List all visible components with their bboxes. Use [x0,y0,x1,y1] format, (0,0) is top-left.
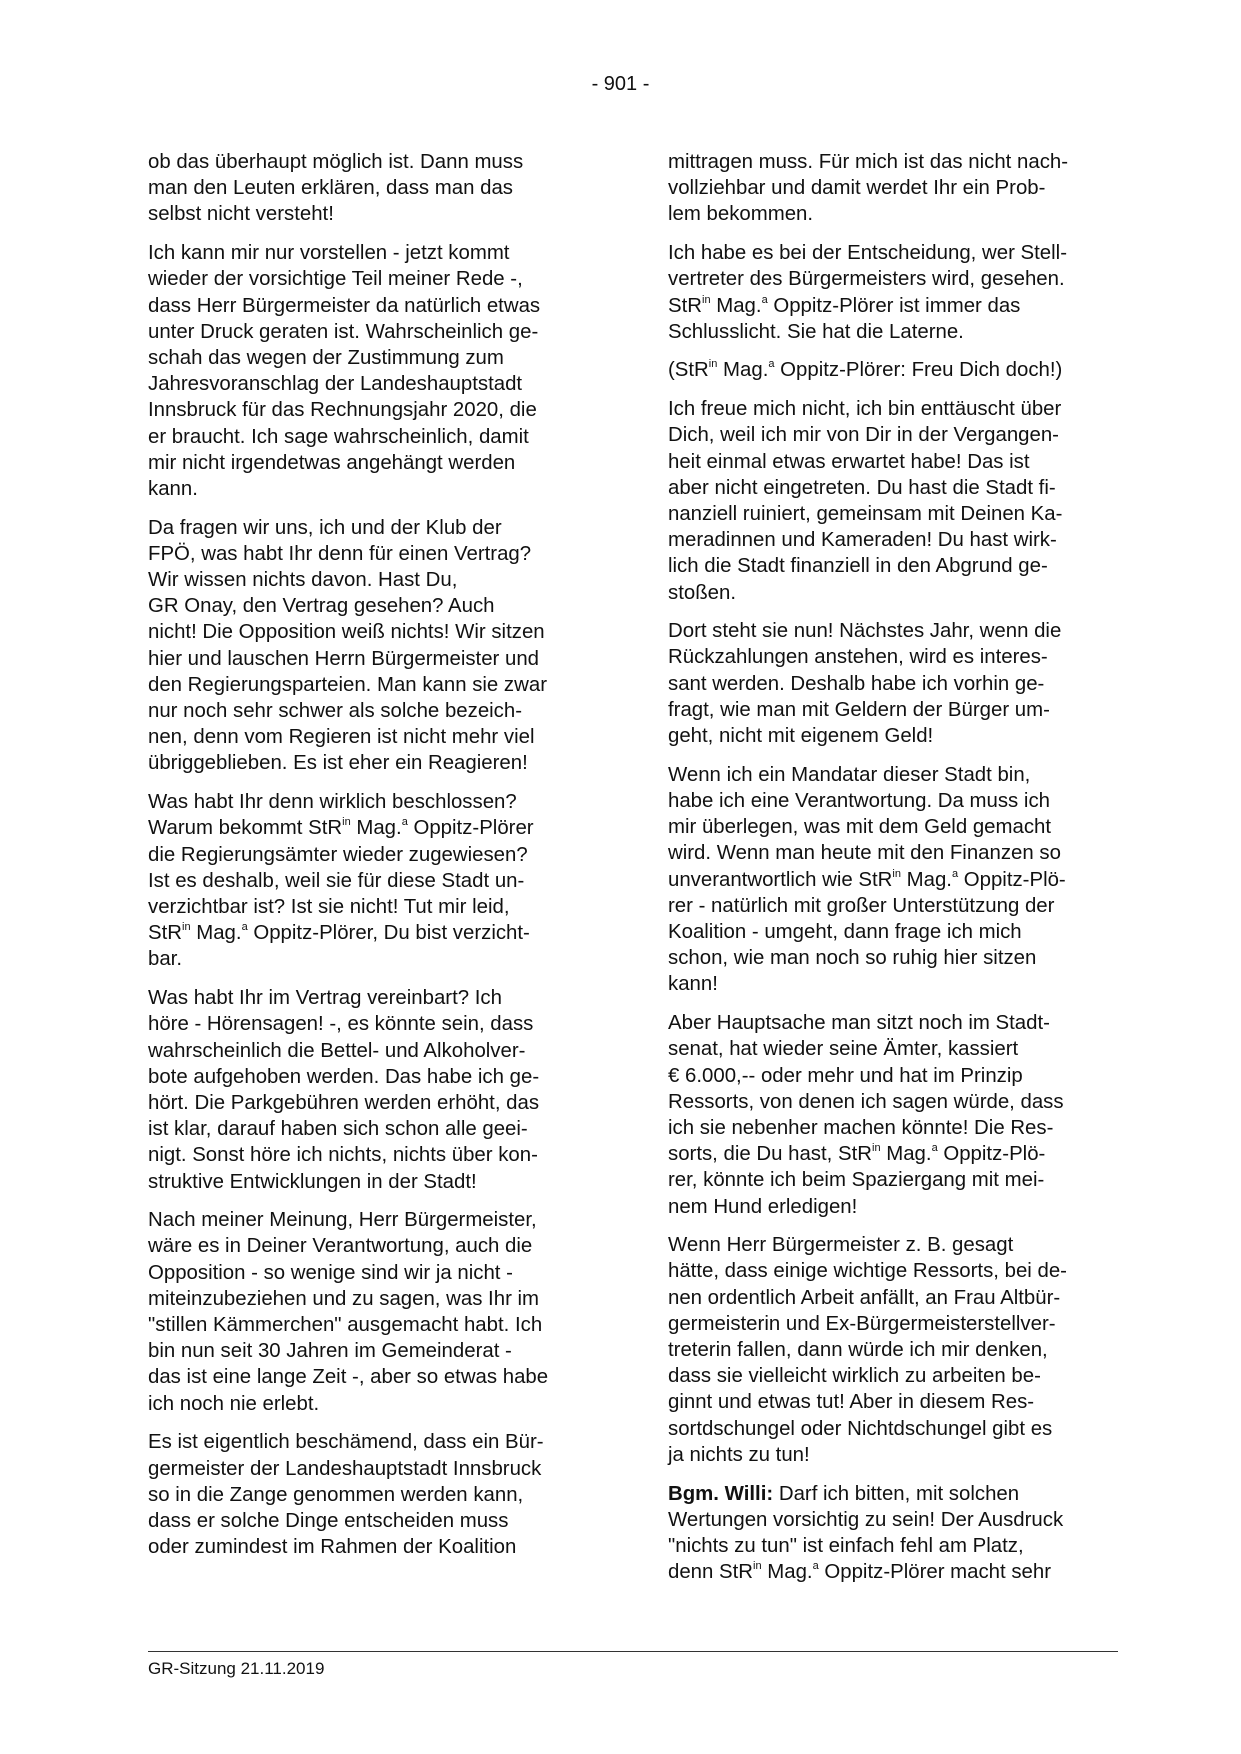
superscript: in [342,816,351,829]
text-line: das ist eine lange Zeit -, aber so etwas habe [148,1366,549,1389]
text-line: nem Hund erledigen! [668,1195,858,1218]
text-line: Was habt Ihr denn wirklich beschlossen? [148,791,517,814]
text-line: mir nicht irgendetwas angehängt werden [148,451,516,474]
text-line: vollziehbar und damit werdet Ihr ein Prob- [668,177,1046,200]
text-line: "nichts zu tun" ist einfach fehl am Platz, [668,1534,1024,1557]
text-line: (StR$^{in}$ Mag.$^a$ Oppitz-Plörer: Freu Dich doch!) [668,358,1063,382]
text-line: denn StR$^{in}$ Mag.$^a$ Oppitz-Plörer macht sehr [668,1560,1052,1584]
text-line: FPÖ, was habt Ihr denn für einen Vertrag? [148,542,532,565]
superscript: in [708,358,718,371]
footer-session-date: GR-Sitzung 21.11.2019 [148,1659,325,1678]
left-text-column [148,149,600,1573]
text-line: Wertungen vorsichtig zu sein! Der Ausdruck [668,1508,1064,1531]
text-line: nen, denn vom Regieren ist nicht mehr viel [148,726,535,749]
text-line: vertreter des Bürgermeisters wird, gesehen. [668,268,1065,291]
text-line: Ich habe es bei der Entscheidung, wer Stell- [668,242,1067,265]
text-line: Wir wissen nichts davon. Hast Du, [148,569,458,592]
text-line: hier und lauschen Herrn Bürgermeister und [148,647,540,670]
text-line: stoßen. [668,581,737,604]
text-line: germeister der Landeshauptstadt Innsbruck [148,1457,542,1480]
text-line: rer, könnte ich beim Spaziergang mit mei- [668,1169,1045,1192]
text-line: ja nichts zu tun! [668,1443,810,1466]
superscript: a [401,816,408,829]
text-line: nigt. Sonst höre ich nichts, nichts über kon- [148,1144,538,1167]
text-line: die Regierungsämter wieder zugewiesen? [148,843,528,866]
superscript: in [892,867,901,880]
text-line: kann. [148,477,198,500]
text-line: Aber Hauptsache man sitzt noch im Stadt- [668,1012,1050,1035]
paragraph [148,1429,600,1560]
right-text-column [668,149,1120,1598]
text-line: Ich kann mir nur vorstellen - jetzt kommt [148,242,510,265]
text-line: schah das wegen der Zustimmung zum [148,346,504,369]
text-line: ich noch nie erlebt. [148,1392,320,1415]
text-line: mittragen muss. Für mich ist das nicht nach- [668,151,1069,173]
paragraph [668,1481,1120,1586]
text-line: rer - natürlich mit großer Unterstützung der [668,894,1055,917]
text-line: Wenn ich ein Mandatar dieser Stadt bin, [668,763,1031,786]
text-line: Dich, weil ich mir von Dir in der Vergangen- [668,424,1059,447]
text-line: Ich freue mich nicht, ich bin enttäuscht über [668,398,1062,421]
text-line: wieder der vorsichtige Teil meiner Rede -, [148,268,523,291]
text-line: ist klar, darauf haben sich schon alle geei- [148,1118,528,1141]
paragraph [668,396,1120,606]
text-line: Was habt Ihr im Vertrag vereinbart? Ich [148,987,502,1010]
text-line: lem bekommen. [668,203,814,226]
superscript: in [753,1560,762,1573]
text-line: Wenn Herr Bürgermeister z. B. gesagt [668,1234,1014,1257]
text-line: übriggeblieben. Es ist eher ein Reagieren! [148,752,528,775]
text-line: höre - Hörensagen! -, es könnte sein, dass [148,1013,534,1036]
footer-divider [148,1651,1118,1652]
superscript: a [812,1560,819,1573]
paragraph [148,240,600,502]
paragraph [668,762,1120,998]
text-line: Innsbruck für das Rechnungsjahr 2020, die [148,399,537,422]
paragraph [668,1010,1120,1220]
text-line: verzichtbar ist? Ist sie nicht! Tut mir leid, [148,895,510,918]
text-line: Rückzahlungen anstehen, wird es interes- [668,646,1048,669]
text-line: sortdschungel oder Nichtdschungel gibt es [668,1417,1053,1440]
text-line: GR Onay, den Vertrag gesehen? Auch [148,595,495,618]
text-line: Ressorts, von denen ich sagen würde, dass [668,1090,1064,1113]
text-line: oder zumindest im Rahmen der Koalition [148,1536,517,1559]
paragraph [148,789,600,972]
text-line: Nach meiner Meinung, Herr Bürgermeister, [148,1209,537,1232]
text-line: schon, wie man noch so ruhig hier sitzen [668,947,1037,970]
text-line: StR$^{in}$ Mag.$^a$ Oppitz-Plörer ist immer das [668,293,1021,317]
paragraph [668,240,1120,345]
text-line: "stillen Kämmerchen" ausgemacht habt. Ich [148,1314,543,1337]
text-line: dass er solche Dinge entscheiden muss [148,1509,509,1532]
text-line: ginnt und etwas tut! Aber in diesem Res- [668,1391,1035,1414]
text-line: hätte, dass einige wichtige Ressorts, bei de- [668,1260,1067,1283]
text-line: bote aufgehoben werden. Das habe ich ge- [148,1065,540,1088]
text-line: Es ist eigentlich beschämend, dass ein Bür- [148,1431,544,1454]
paragraph [668,357,1120,383]
superscript: in [182,921,191,934]
text-line: nur noch sehr schwer als solche bezeich- [148,700,523,723]
text-line: er braucht. Ich sage wahrscheinlich, damit [148,425,529,448]
text-line: den Regierungsparteien. Man kann sie zwar [148,673,547,696]
page-number: - 901 - [591,73,650,95]
text-line: Warum bekommt StR$^{in}$ Mag.$^a$ Oppitz-Plörer [148,816,534,840]
text-line: selbst nicht versteht! [148,203,334,226]
text-line: Jahresvoranschlag der Landeshauptstadt [148,373,523,396]
text-line: € 6.000,-- oder mehr und hat im Prinzip [668,1064,1023,1087]
text-line: lich die Stadt finanziell in den Abgrund ge- [668,555,1048,578]
superscript: a [768,358,775,371]
text-line: ich sie nebenher machen könnte! Die Res- [668,1116,1054,1139]
text-line: man den Leuten erklären, dass man das [148,177,513,200]
paragraph [148,515,600,777]
text-line: Opposition - so wenige sind wir ja nicht - [148,1261,513,1284]
text-line: senat, hat wieder seine Ämter, kassiert [668,1038,1019,1061]
text-line: hört. Die Parkgebühren werden erhöht, das [148,1091,540,1114]
text-line: bar. [148,948,183,971]
text-line: Bgm. Willi: Darf ich bitten, mit solchen [668,1482,1020,1505]
text-line: geht, nicht mit eigenem Geld! [668,725,934,748]
text-line: so in die Zange genommen werden kann, [148,1483,524,1506]
text-line: ob das überhaupt möglich ist. Dann muss [148,151,524,173]
text-line: miteinzubeziehen und zu sagen, was Ihr im [148,1287,540,1310]
text-line: Ist es deshalb, weil sie für diese Stadt un- [148,869,525,892]
text-line: nicht! Die Opposition weiß nichts! Wir sitzen [148,621,545,644]
paragraph [668,618,1120,749]
text-line: dass sie vielleicht wirklich zu arbeiten be- [668,1365,1041,1388]
text-line: Da fragen wir uns, ich und der Klub der [148,516,502,539]
text-line: habe ich eine Verantwortung. Da muss ich [668,789,1050,812]
text-line: kann! [668,973,718,996]
text-line: wahrscheinlich die Bettel- und Alkoholver- [148,1039,526,1062]
text-line: mir überlegen, was mit dem Geld gemacht [668,816,1052,839]
text-line: Dort steht sie nun! Nächstes Jahr, wenn die [668,620,1062,643]
text-line: germeisterin und Ex-Bürgermeisterstellver- [668,1312,1056,1335]
text-line: sorts, die Du hast, StR$^{in}$ Mag.$^a$ Oppitz-Plö- [668,1142,1046,1166]
text-line: fragt, wie man mit Geldern der Bürger um- [668,698,1050,721]
paragraph [668,1232,1120,1468]
paragraph [148,149,600,228]
superscript: a [761,293,768,306]
text-line: sant werden. Deshalb habe ich vorhin ge- [668,672,1045,695]
paragraph [148,1207,600,1417]
text-line: wäre es in Deiner Verantwortung, auch die [148,1235,533,1258]
text-line: dass Herr Bürgermeister da natürlich etwas [148,294,541,317]
text-line: unverantwortlich wie StR$^{in}$ Mag.$^a$ Oppitz-Plö- [668,867,1066,891]
text-line: Schlusslicht. Sie hat die Laterne. [668,320,964,343]
text-line: StR$^{in}$ Mag.$^a$ Oppitz-Plörer, Du bist verzicht- [148,921,530,945]
superscript: in [702,293,711,306]
superscript: in [872,1142,881,1155]
paragraph [148,985,600,1195]
text-line: Koalition - umgeht, dann frage ich mich [668,920,1022,943]
text-line: struktive Entwicklungen in der Stadt! [148,1170,477,1193]
text-line: aber nicht eingetreten. Du hast die Stadt fi- [668,476,1056,499]
text-line: nanziell ruiniert, gemeinsam mit Deinen Ka- [668,502,1063,525]
speaker-name: Bgm. Willi: [668,1482,774,1505]
text-line: treterin fallen, dann würde ich mir denken, [668,1339,1048,1362]
superscript: a [951,867,959,880]
text-line: heit einmal etwas erwartet habe! Das ist [668,450,1030,473]
text-line: wird. Wenn man heute mit den Finanzen so [668,842,1061,865]
text-line: nen ordentlich Arbeit anfällt, an Frau Altbür- [668,1286,1061,1309]
superscript: a [931,1142,938,1155]
text-line: unter Druck geraten ist. Wahrscheinlich ge- [148,320,539,343]
text-line: meradinnen und Kameraden! Du hast wirk- [668,529,1057,552]
superscript: a [241,921,248,934]
text-line: bin nun seit 30 Jahren im Gemeinderat - [148,1340,512,1363]
paragraph [668,149,1120,228]
